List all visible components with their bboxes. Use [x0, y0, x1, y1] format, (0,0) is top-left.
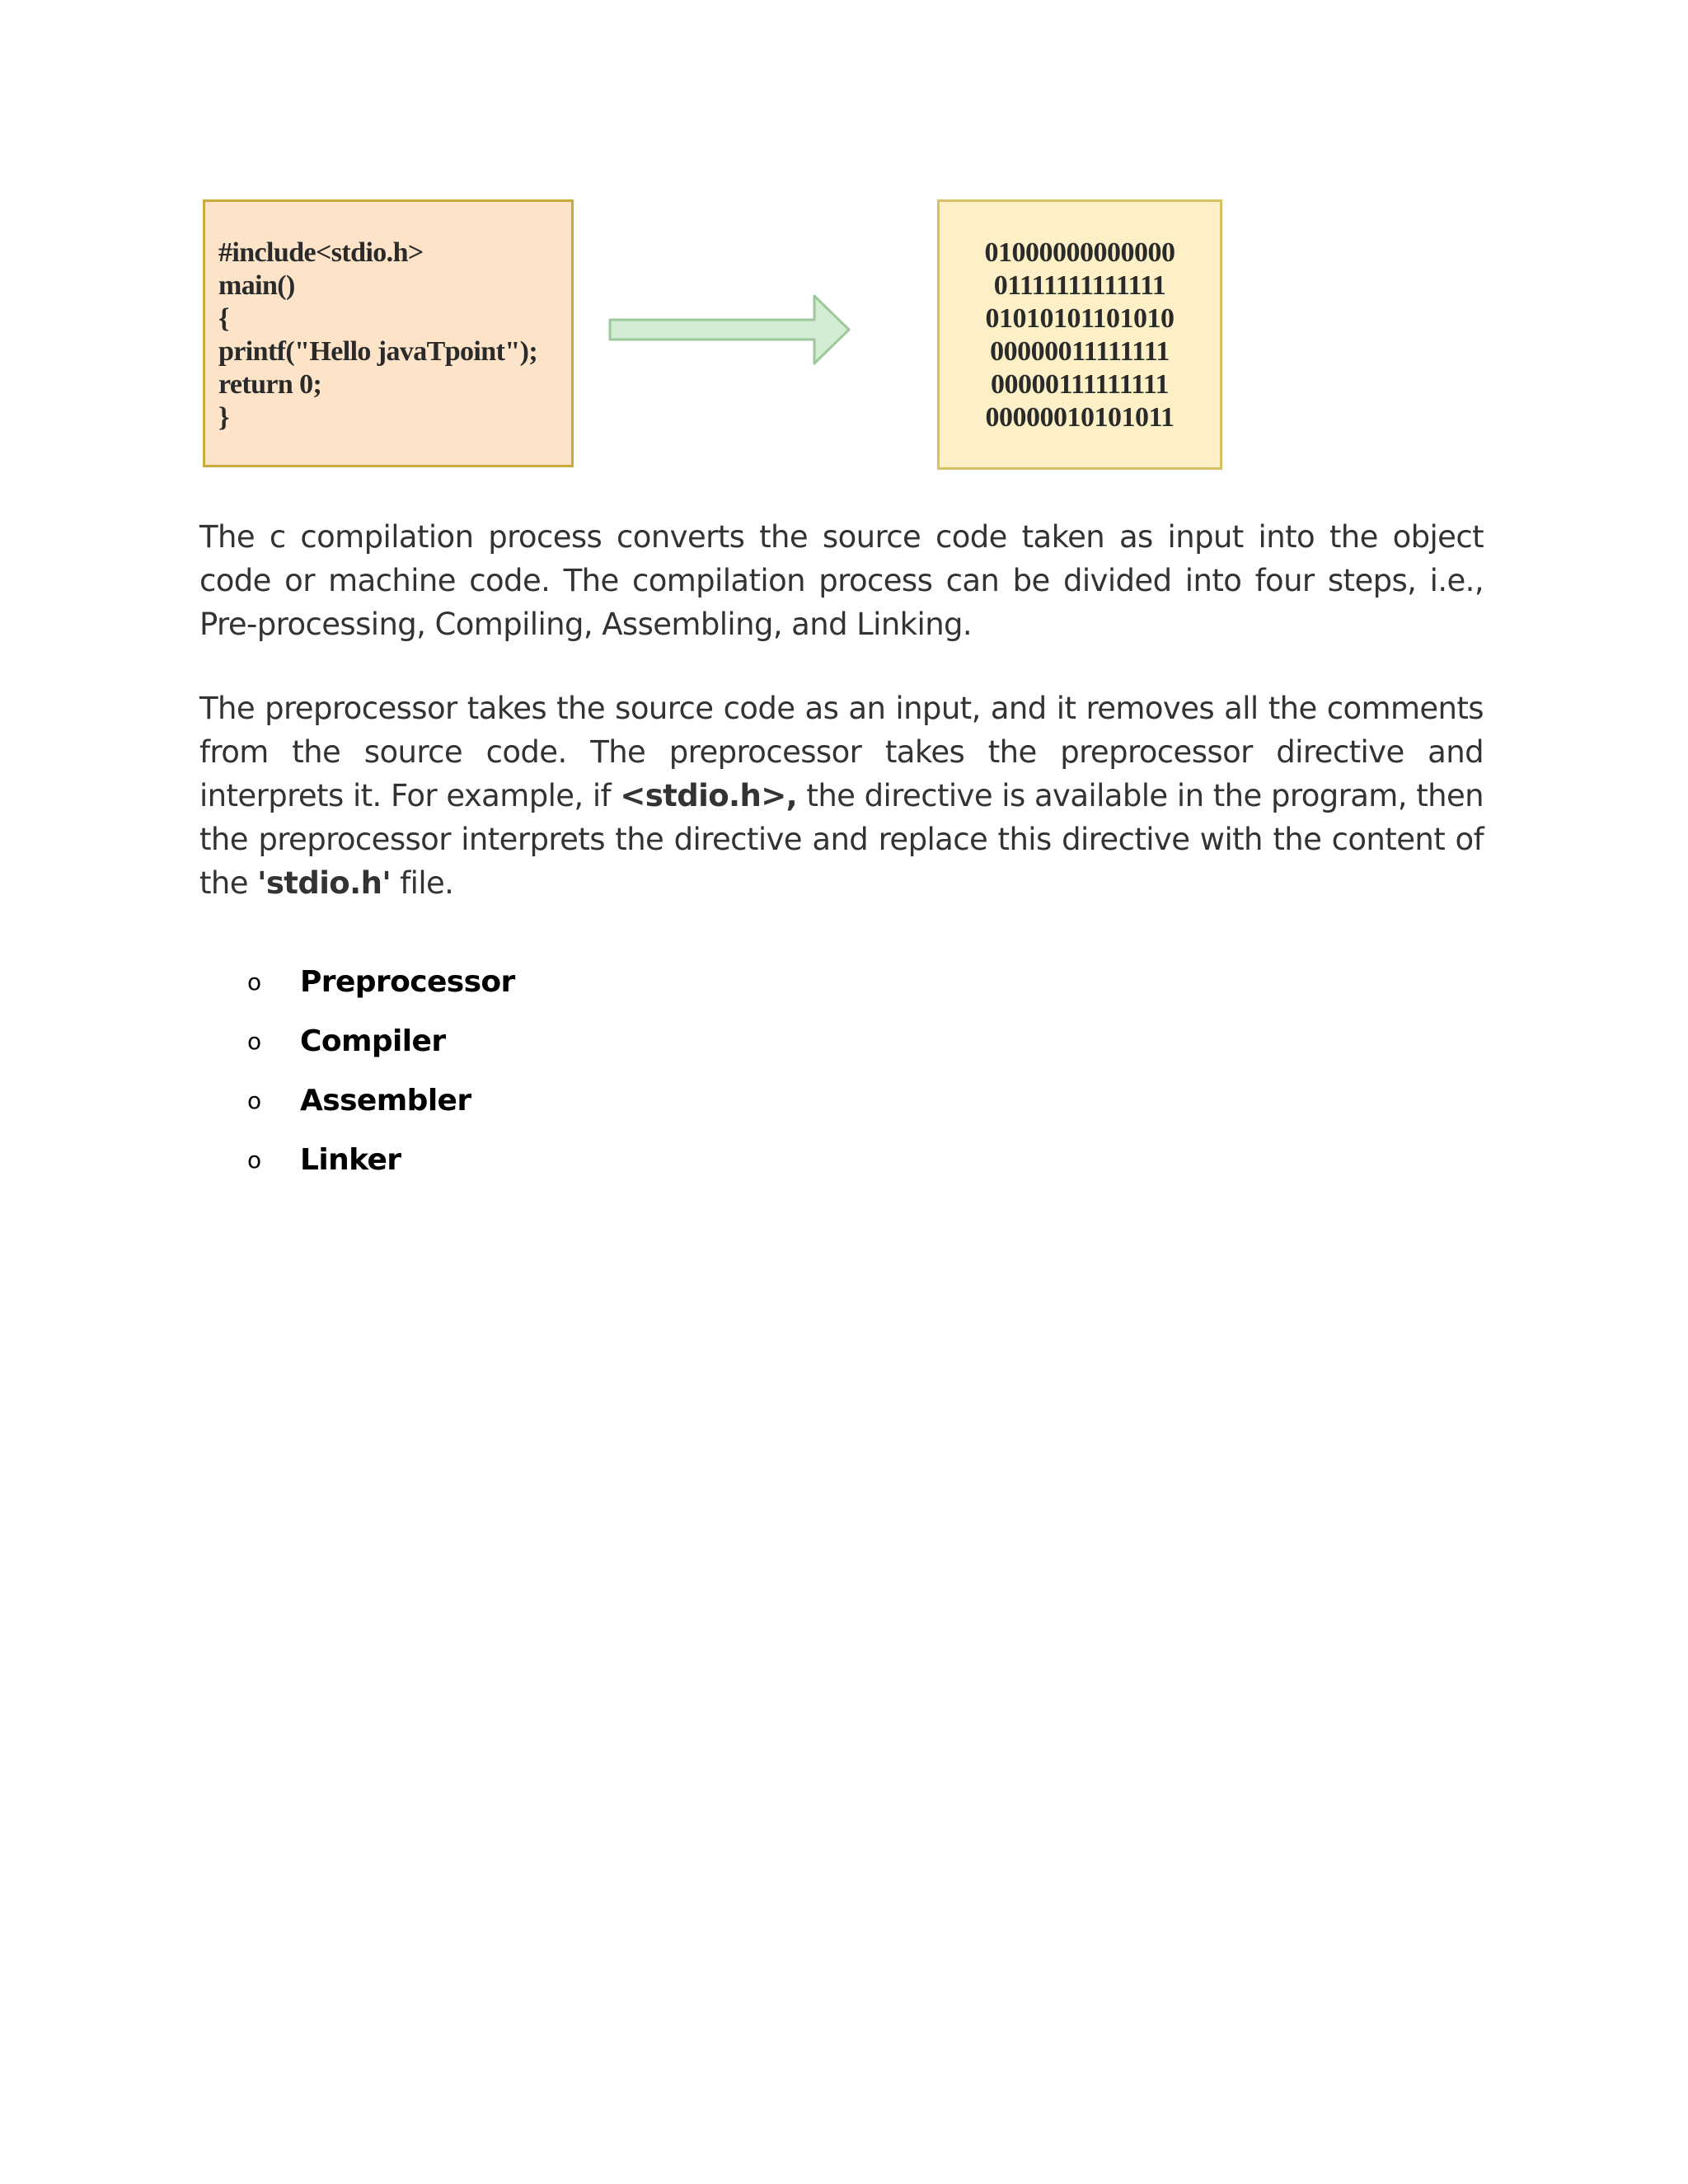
paragraph-text: file. [391, 865, 454, 901]
source-code-box [203, 199, 574, 467]
compilation-steps-list [199, 952, 515, 1189]
list-item [199, 1011, 515, 1071]
list-item-label: Linker [300, 1142, 401, 1177]
machine-code-line: 00000011111111 [990, 336, 1170, 367]
machine-code-line: 00000010101011 [985, 402, 1175, 433]
circle-bullet-icon: o [247, 968, 262, 996]
list-item-label: Preprocessor [300, 964, 515, 999]
list-item-label: Assembler [300, 1083, 471, 1118]
list-item [199, 952, 515, 1011]
machine-code-box [937, 199, 1222, 470]
machine-code-line: 01000000000000 [984, 237, 1175, 268]
machine-code-line: 01010101101010 [985, 303, 1175, 334]
preprocessor-paragraph [199, 687, 1484, 905]
circle-bullet-icon: o [247, 1146, 262, 1174]
source-code-line: printf("Hello javaTpoint"); [218, 336, 538, 367]
source-code-line: } [218, 402, 229, 433]
right-arrow-icon [608, 293, 852, 367]
machine-code-line: 01111111111111 [993, 270, 1166, 301]
list-item [199, 1071, 515, 1130]
list-item [199, 1130, 515, 1189]
list-item-label: Compiler [300, 1024, 446, 1058]
circle-bullet-icon: o [247, 1027, 262, 1055]
source-code-line: return 0; [218, 369, 322, 400]
stdio-file-name: 'stdio.h' [257, 865, 392, 901]
stdio-directive: <stdio.h>, [620, 778, 798, 813]
arrow-shape [610, 296, 849, 363]
intro-paragraph: The c compilation process converts the source code taken as input into the object code or machine code. The compilation process can be divided into four steps, i.e., Pre-processing, Compiling, Assembling, and Linking. [199, 519, 1484, 642]
compilation-figure [0, 0, 1688, 494]
source-code-line: main() [218, 270, 295, 301]
paragraph-text: The preprocessor takes the source code as an input, and it removes all the comments from the source code. The preprocessor takes the preprocessor directive and interprets it. For example, if [199, 691, 1484, 813]
circle-bullet-icon: o [247, 1086, 262, 1114]
source-code-line: #include<stdio.h> [218, 237, 424, 268]
paragraph-text: the directive is available in the program, then the preprocessor interprets the directive and replace this directive with the content of the [199, 778, 1484, 901]
source-code-line: { [218, 303, 229, 334]
machine-code-line: 00000111111111 [991, 369, 1169, 400]
